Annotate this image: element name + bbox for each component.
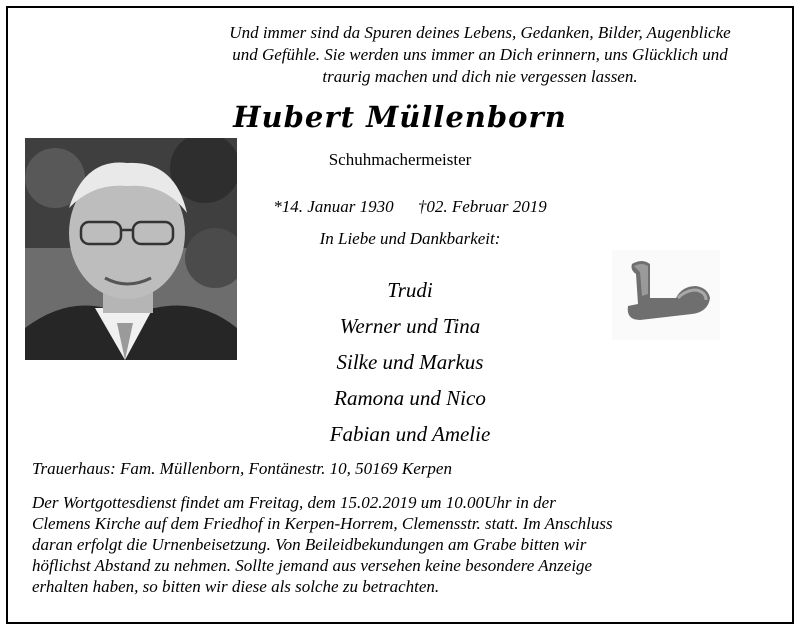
family-member: Trudi (387, 278, 433, 302)
poem-line: und Gefühle. Sie werden uns immer an Dich erinnern, uns Glücklich und (232, 45, 728, 64)
family-member: Silke und Markus (336, 350, 484, 374)
deceased-name: Hubert Müllenborn (233, 100, 567, 134)
announcement-line: höflichst Abstand zu nehmen. Sollte jemand aus versehen keine besondere Anzeige (32, 556, 593, 575)
mourning-house: Trauerhaus: Fam. Müllenborn, Fontänestr. 10, 50169 Kerpen (32, 459, 452, 478)
occupation: Schuhmachermeister (328, 150, 472, 169)
family-list (220, 272, 600, 452)
announcement-line: Clemens Kirche auf dem Friedhof in Kerpen-Horrem, Clemensstr. statt. Im Anschluss (32, 514, 613, 533)
birth-date: *14. Januar 1930 (273, 197, 394, 216)
poem (160, 22, 800, 88)
death-date: †02. Februar 2019 (417, 197, 547, 216)
family-member: Fabian und Amelie (329, 422, 491, 446)
shoemaker-anvil-icon (612, 250, 720, 340)
closing-phrase: In Liebe und Dankbarkeit: (319, 229, 501, 248)
announcement-line: erhalten haben, so bitten wir diese als solche zu betrachten. (32, 577, 440, 596)
family-member: Ramona und Nico (334, 386, 486, 410)
poem-line: Und immer sind da Spuren deines Lebens, Gedanken, Bilder, Augenblicke (229, 23, 731, 42)
announcement-line: Der Wortgottesdienst findet am Freitag, dem 15.02.2019 um 10.00Uhr in der (32, 493, 556, 512)
family-member: Werner und Tina (339, 314, 481, 338)
announcement-line: daran erfolgt die Urnenbeisetzung. Von Beileidbekundungen am Grabe bitten wir (32, 535, 587, 554)
poem-line: traurig machen und dich nie vergessen lassen. (322, 67, 638, 86)
portrait-photo (25, 138, 237, 360)
announcement (32, 458, 772, 597)
life-dates (240, 197, 580, 217)
